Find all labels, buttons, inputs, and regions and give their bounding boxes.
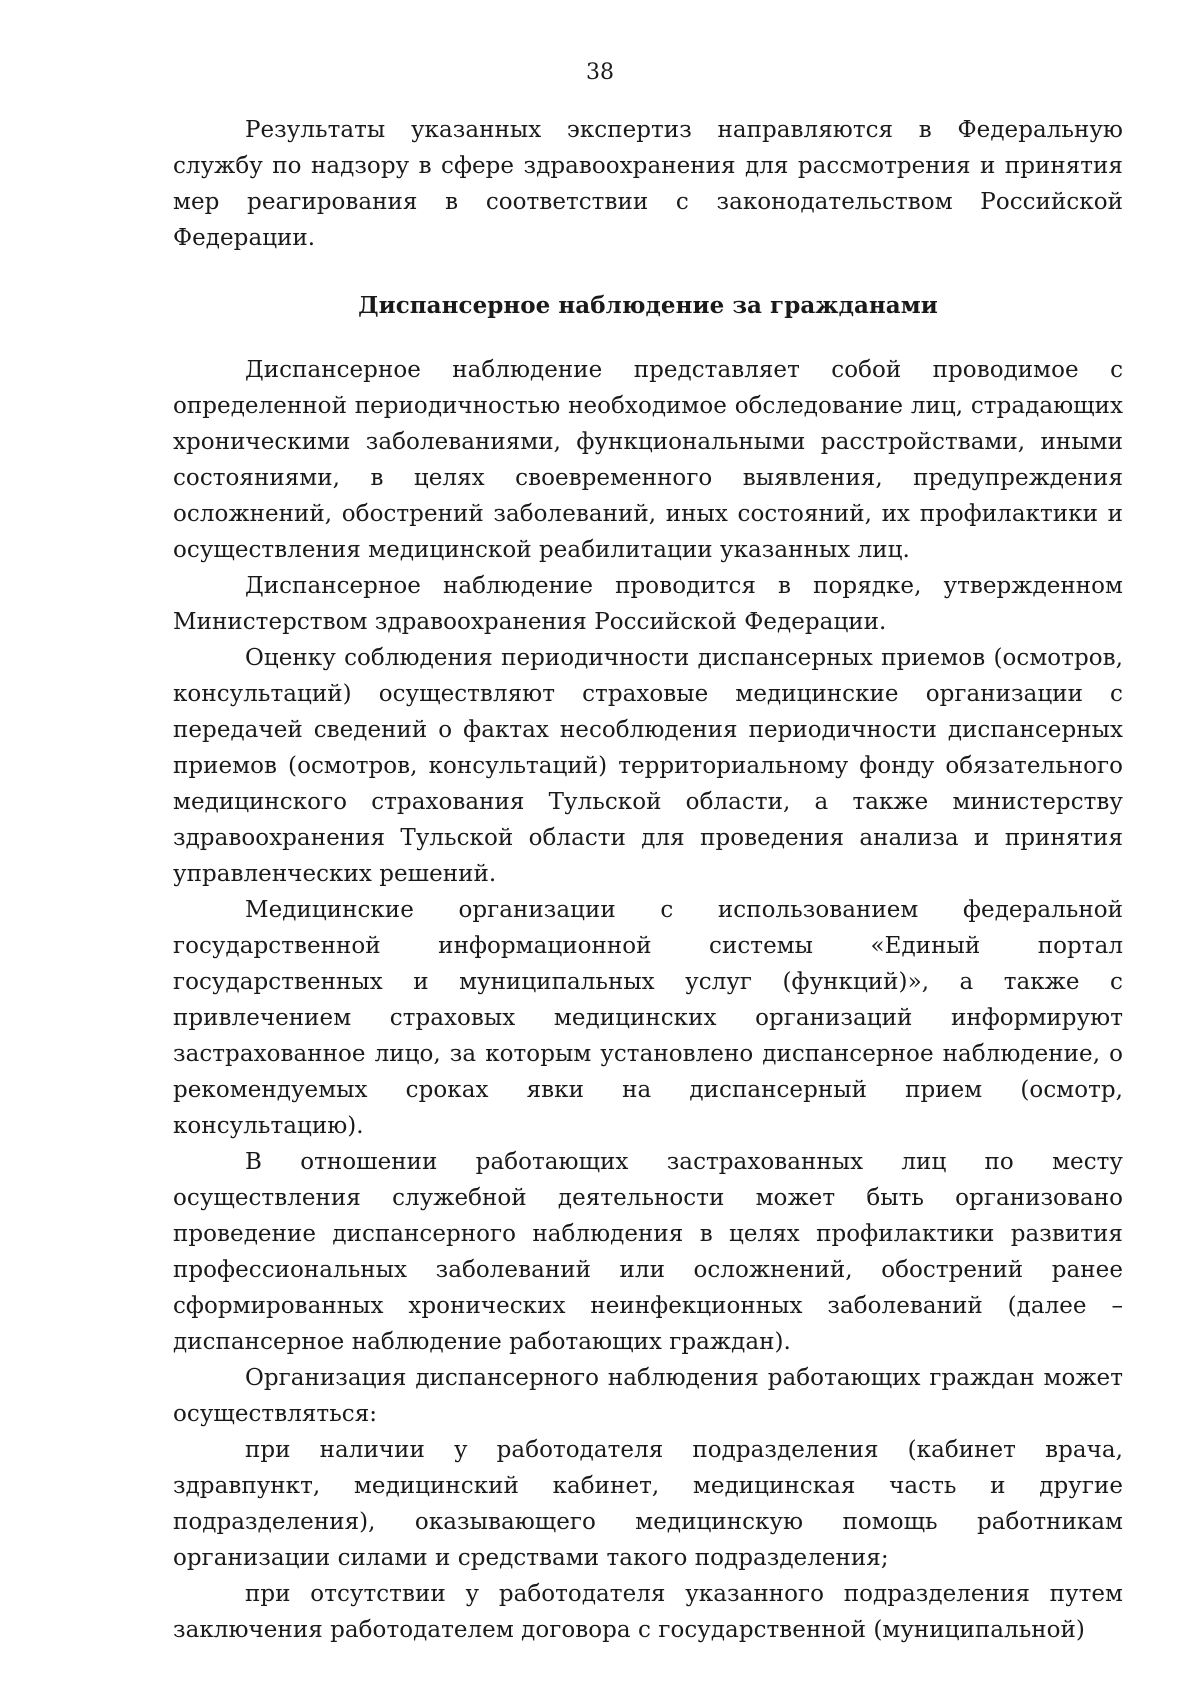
paragraph-organization: Организация диспансерного наблюдения работающих граждан может осуществляться: <box>173 1365 1123 1427</box>
paragraph-informing: Медицинские организации с использованием федеральной государственной информационной системы «Единый портал государственных и муниципальных услуг (функций)», а также с привлечением страховых медицинских организаций информируют застрахованное лицо, за которым установлено диспансерное наблюдение, о рекомендуемых сроках явки на диспансерный прием (осмотр, консультацию). <box>173 897 1123 1139</box>
paragraph-procedure: Диспансерное наблюдение проводится в порядке, утвержденном Министерством здравоохранения Российской Федерации. <box>173 573 1123 635</box>
section-heading: Диспансерное наблюдение за гражданами <box>358 292 938 319</box>
document-body <box>173 112 1123 1648</box>
paragraph-working-citizens: В отношении работающих застрахованных лиц по месту осуществления служебной деятельности может быть организовано проведение диспансерного наблюдения в целях профилактики развития профессиональных заболеваний или осложнений, обострений ранее сформированных хронических неинфекционных заболеваний (далее – диспансерное наблюдение работающих граждан). <box>173 1149 1123 1355</box>
paragraph-definition: Диспансерное наблюдение представляет собой проводимое с определенной периодичностью необходимое обследование лиц, страдающих хроническими заболеваниями, функциональными расстройствами, иными состояниями, в целях своевременного выявления, предупреждения осложнений, обострений заболеваний, иных состояний, их профилактики и осуществления медицинской реабилитации указанных лиц. <box>173 357 1123 563</box>
paragraph-without-subdivision: при отсутствии у работодателя указанного подразделения путем заключения работодателем договора с государственной (муниципальной) <box>173 1581 1123 1643</box>
paragraph-assessment: Оценку соблюдения периодичности диспансерных приемов (осмотров, консультаций) осуществляют страховые медицинские организации с передачей сведений о фактах несоблюдения периодичности диспансерных приемов (осмотров, консультаций) территориальному фонду обязательного медицинского страхования Тульской области, а также министерству здравоохранения Тульской области для проведения анализа и принятия управленческих решений. <box>173 645 1123 887</box>
page-number: 38 <box>586 60 614 85</box>
paragraph-with-subdivision: при наличии у работодателя подразделения (кабинет врача, здравпункт, медицинский кабинет, медицинская часть и другие подразделения), оказывающего медицинскую помощь работникам организации силами и средствами такого подразделения; <box>173 1437 1123 1571</box>
intro-paragraph: Результаты указанных экспертиз направляются в Федеральную службу по надзору в сфере здравоохранения для рассмотрения и принятия мер реагирования в соответствии с законодательством Российской Федерации. <box>173 117 1123 251</box>
